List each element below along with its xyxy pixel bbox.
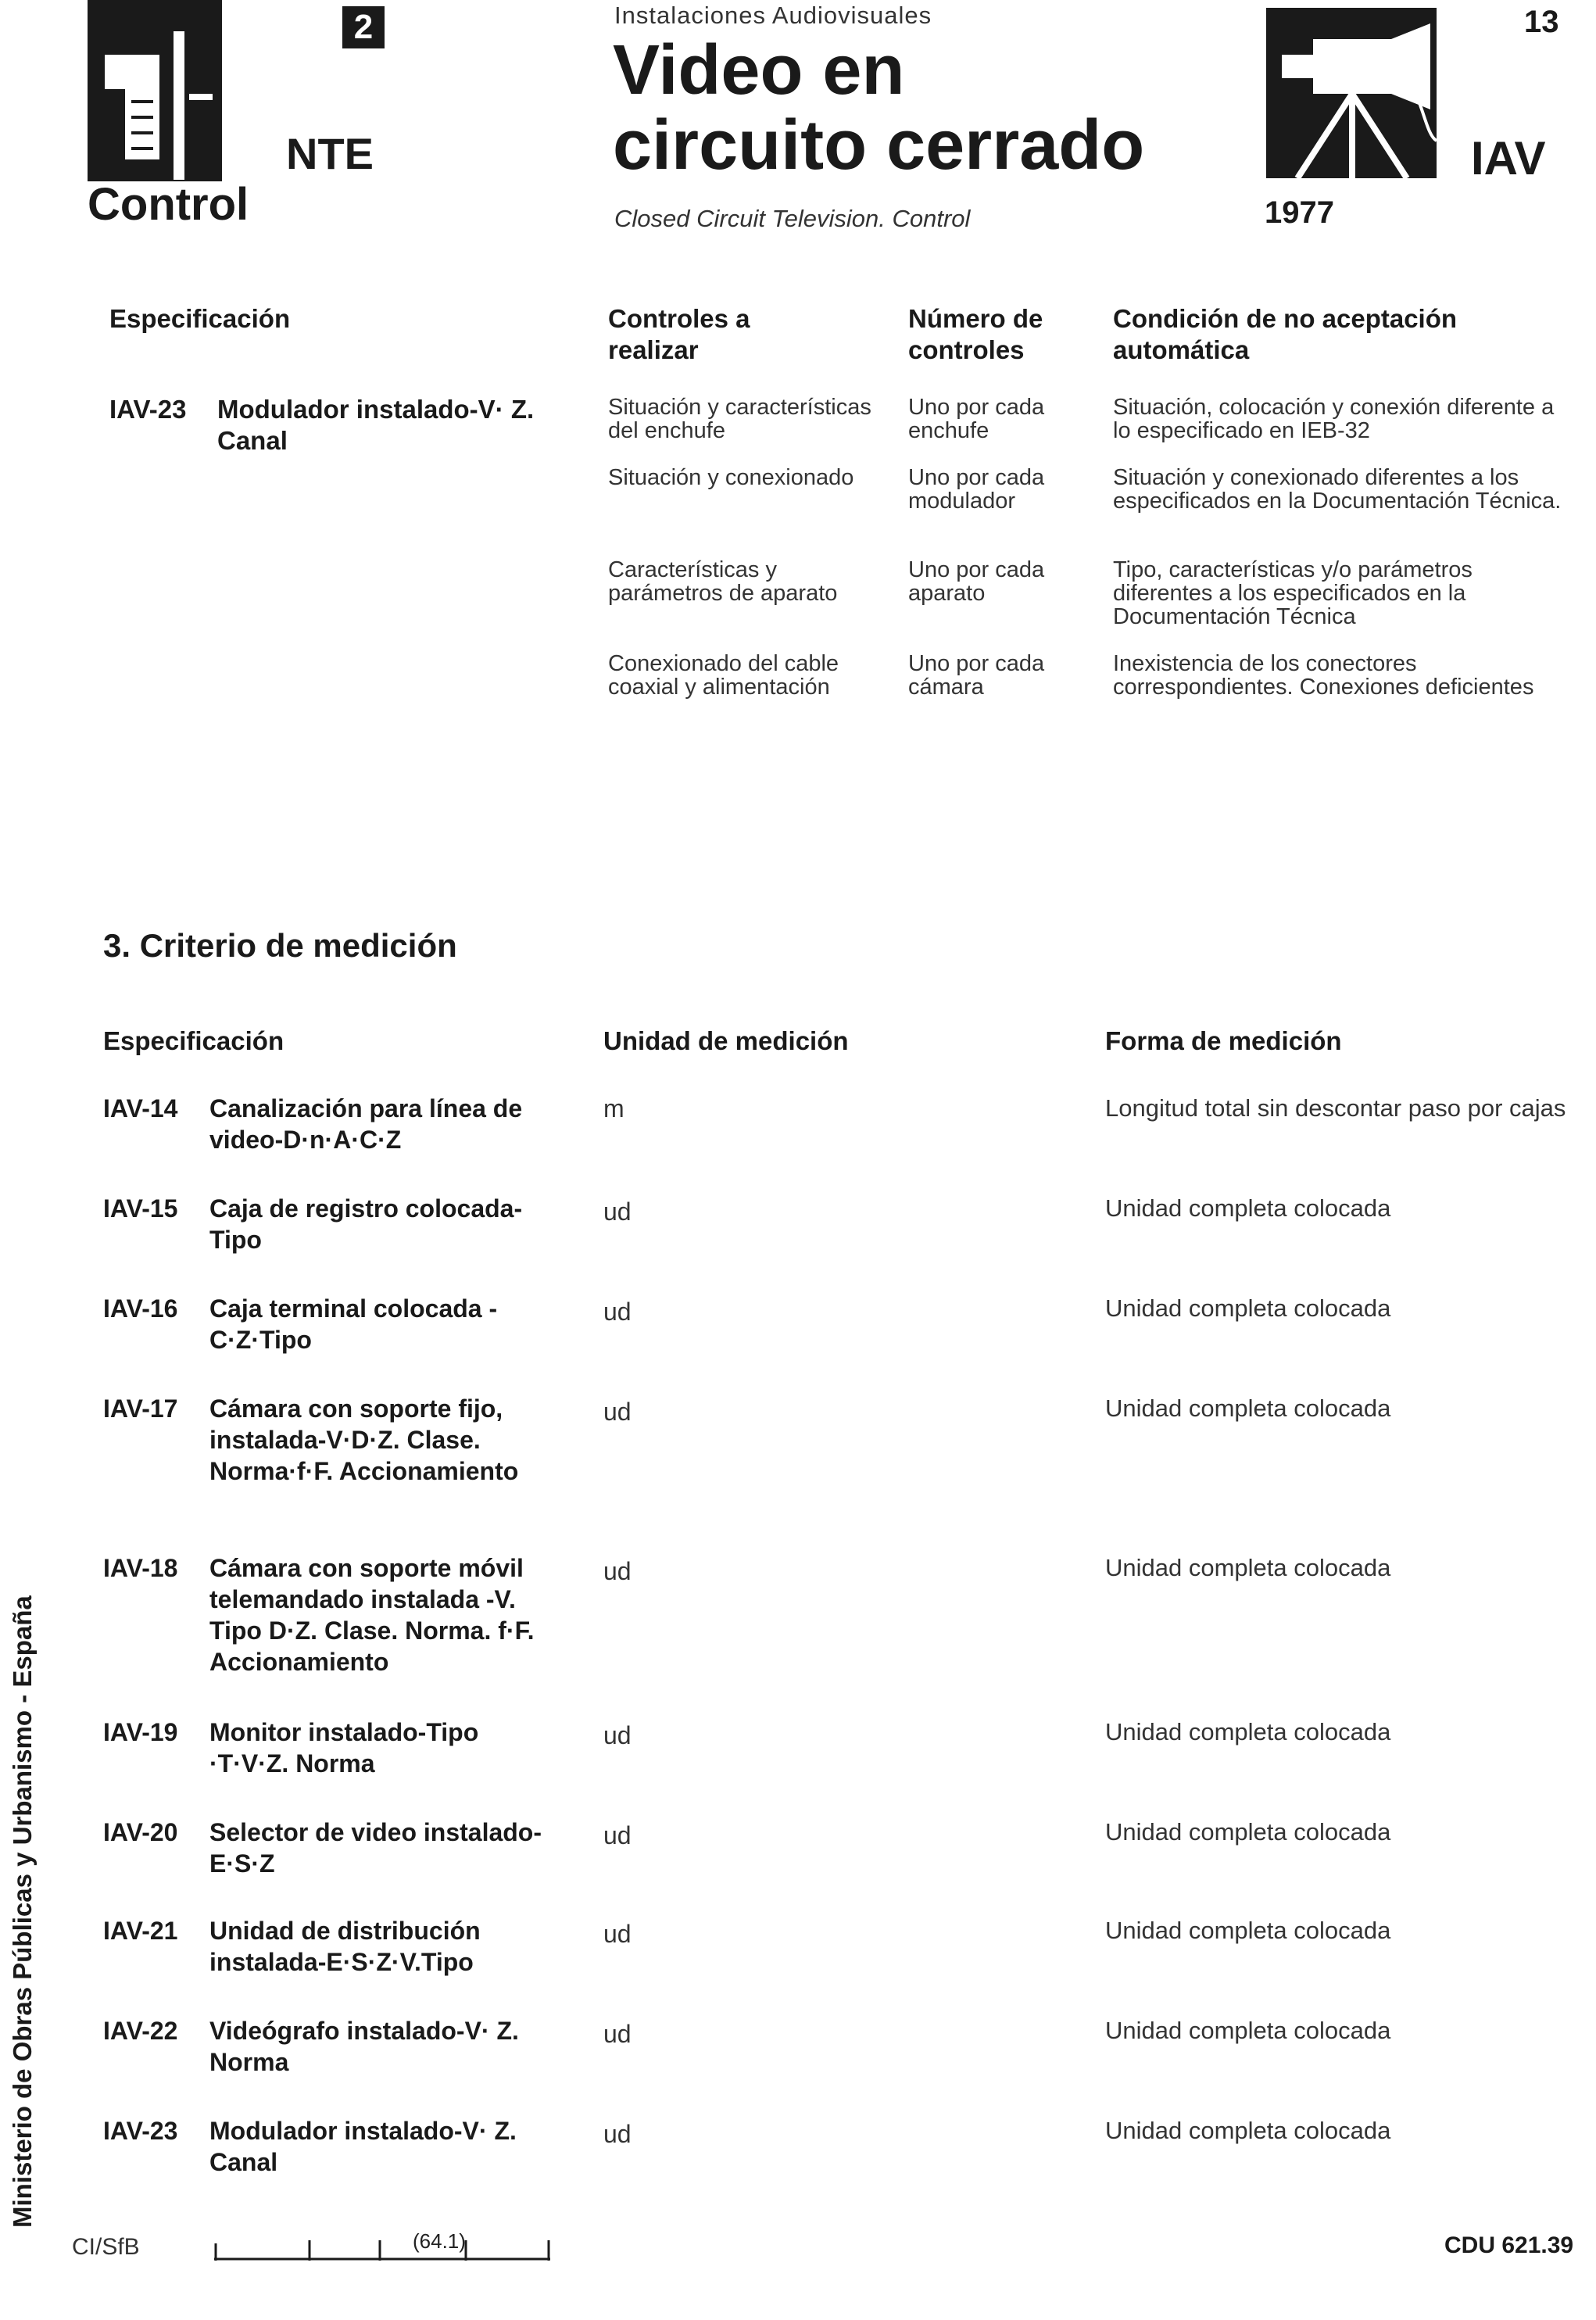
row-unit: ud	[603, 1821, 632, 1849]
row-form: Unidad completa colocada	[1105, 1194, 1391, 1222]
th-condicion: Condición de no aceptación automática	[1113, 304, 1458, 364]
row-name: Selector de video instalado-E·S·Z	[209, 1818, 542, 1878]
row-unit: ud	[603, 1398, 632, 1426]
row-name: Caja terminal colocada -C·Z·Tipo	[209, 1294, 498, 1354]
row-code: IAV-23	[103, 2117, 178, 2145]
row-code: IAV-16	[103, 1294, 178, 1323]
row-unit: ud	[603, 1557, 632, 1585]
page-title	[613, 33, 1144, 183]
control-cell: Conexionado del cable coaxial y alimentación	[608, 651, 839, 700]
section-word: Control	[88, 179, 249, 230]
condicion-cell: Situación, colocación y conexión diferente a lo especificado en IEB-32	[1113, 395, 1555, 443]
th-unidad: Unidad de medición	[603, 1026, 849, 1055]
th-especificacion: Especificación	[109, 304, 291, 333]
condicion-cell: Situación y conexionado diferentes a los especificados en la Documentación Técnica.	[1113, 465, 1562, 514]
numero-cell: Uno por cada cámara	[908, 651, 1045, 700]
cisfb-label: CI/SfB	[72, 2234, 140, 2260]
subtitle-english: Closed Circuit Television. Control	[614, 205, 971, 232]
section-title: 3. Criterio de medición	[103, 927, 457, 964]
row-form: Unidad completa colocada	[1105, 2017, 1391, 2044]
title-line-1: Video en	[613, 31, 905, 109]
row-unit: m	[603, 1094, 624, 1122]
row-name: Cámara con soporte fijo, instalada-V·D·Z. Clase. Norma·f·F. Accionamiento	[209, 1395, 519, 1485]
row-code: IAV-19	[103, 1718, 178, 1746]
th-controles: Controles a realizar	[608, 304, 750, 364]
row-form: Longitud total sin descontar paso por cajas	[1105, 1094, 1566, 1122]
row-form: Unidad completa colocada	[1105, 1294, 1391, 1322]
row-code: IAV-17	[103, 1395, 178, 1423]
page-number: 13	[1524, 5, 1559, 39]
control-cell: Situación y características del enchufe	[608, 395, 871, 443]
row-code: IAV-15	[103, 1194, 178, 1223]
row-name: Videógrafo instalado-V· Z. Norma	[209, 2017, 519, 2076]
row-unit: ud	[603, 2120, 632, 2148]
th-especificacion-medicion: Especificación	[103, 1026, 284, 1055]
page-badge: 2	[342, 6, 385, 48]
th-forma: Forma de medición	[1105, 1026, 1342, 1055]
row-form: Unidad completa colocada	[1105, 1917, 1391, 1944]
ministry-side-text: Ministerio de Obras Públicas y Urbanismo - España	[8, 1595, 37, 2228]
nte-label: NTE	[286, 129, 374, 178]
classification-bar	[214, 2228, 550, 2264]
supertitle: Instalaciones Audiovisuales	[614, 2, 932, 29]
cdu-code: CDU 621.39	[1444, 2232, 1574, 2258]
title-line-2: circuito cerrado	[613, 106, 1145, 184]
row-code: IAV-21	[103, 1917, 178, 1945]
row-unit: ud	[603, 1920, 632, 1948]
classification-code: (64.1)	[413, 2229, 466, 2253]
th-numero: Número de controles	[908, 304, 1043, 364]
numero-cell: Uno por cada aparato	[908, 557, 1045, 606]
row-code: IAV-22	[103, 2017, 178, 2045]
spec-code: IAV-23	[109, 395, 187, 424]
row-form: Unidad completa colocada	[1105, 2117, 1391, 2144]
condicion-cell: Tipo, características y/o parámetros diferentes a los especificados en la Documentación Técnica	[1113, 557, 1473, 629]
doc-code: IAV	[1471, 132, 1546, 184]
row-unit: ud	[603, 2020, 632, 2048]
row-unit: ud	[603, 1298, 632, 1326]
row-unit: ud	[603, 1198, 632, 1226]
numero-cell: Uno por cada modulador	[908, 465, 1045, 514]
control-cell: Situación y conexionado	[608, 465, 854, 490]
spec-name: Modulador instalado-V· Z. Canal	[217, 395, 535, 455]
row-code: IAV-20	[103, 1818, 178, 1846]
row-name: Modulador instalado-V· Z. Canal	[209, 2117, 517, 2176]
numero-cell: Uno por cada enchufe	[908, 395, 1045, 443]
nte-control-logo	[88, 0, 222, 181]
row-name: Cámara con soporte móvil telemandado instalada -V. Tipo D·Z. Clase. Norma. f·F. Accionamiento	[209, 1554, 535, 1676]
row-name: Monitor instalado-Tipo ·T·V·Z. Norma	[209, 1718, 479, 1778]
condicion-cell: Inexistencia de los conectores correspondientes. Conexiones deficientes	[1113, 651, 1534, 700]
row-name: Caja de registro colocada-Tipo	[209, 1194, 523, 1254]
row-form: Unidad completa colocada	[1105, 1395, 1391, 1422]
row-form: Unidad completa colocada	[1105, 1554, 1391, 1581]
year: 1977	[1265, 195, 1334, 230]
row-form: Unidad completa colocada	[1105, 1818, 1391, 1846]
row-name: Canalización para línea de video-D·n·A·C·Z	[209, 1094, 523, 1154]
row-name: Unidad de distribución instalada-E·S·Z·V.Tipo	[209, 1917, 481, 1976]
row-form: Unidad completa colocada	[1105, 1718, 1391, 1745]
row-code: IAV-18	[103, 1554, 178, 1582]
camera-icon	[1266, 8, 1437, 178]
row-unit: ud	[603, 1721, 632, 1749]
control-cell: Características y parámetros de aparato	[608, 557, 838, 606]
row-code: IAV-14	[103, 1094, 178, 1122]
